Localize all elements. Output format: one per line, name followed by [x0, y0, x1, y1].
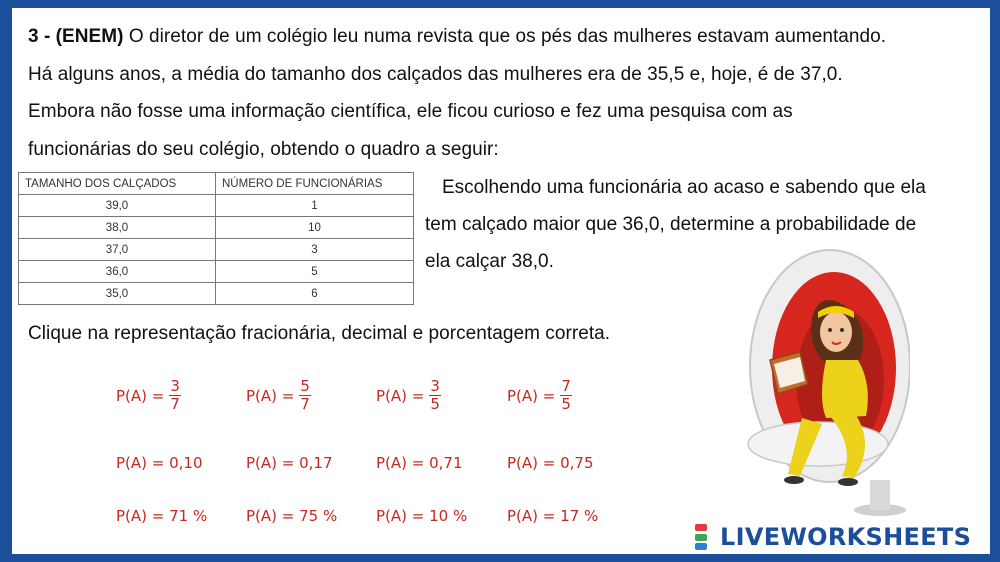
- table-header-shoe-size: TAMANHO DOS CALÇADOS: [19, 173, 216, 195]
- option-percent-10[interactable]: P(A) = 10 %: [376, 507, 468, 525]
- option-fraction-5-7[interactable]: [246, 378, 311, 413]
- question-number: 3 - (ENEM): [28, 26, 124, 47]
- option-fraction-7-5[interactable]: [507, 378, 572, 413]
- shoe-size-table: [18, 172, 414, 305]
- fraction: [560, 378, 572, 413]
- table-row: [19, 239, 414, 261]
- table-cell-count: 3: [216, 239, 414, 261]
- fraction: [169, 378, 181, 413]
- option-percent-75[interactable]: P(A) = 75 %: [246, 507, 338, 525]
- fraction-numerator: 5: [300, 377, 310, 395]
- fraction-numerator: 7: [561, 377, 571, 395]
- option-prefix: P(A) =: [507, 386, 556, 405]
- fraction-denominator: 7: [170, 395, 180, 413]
- table-cell-count: 6: [216, 283, 414, 305]
- question-side-line-2: tem calçado maior que 36,0, determine a probabilidade de: [425, 214, 917, 235]
- option-decimal-0-75[interactable]: P(A) = 0,75: [507, 454, 594, 472]
- liveworksheets-logo: [695, 523, 971, 551]
- option-decimal-0-71[interactable]: P(A) = 0,71: [376, 454, 463, 472]
- table-cell-size: 37,0: [19, 239, 216, 261]
- option-percent-17[interactable]: P(A) = 17 %: [507, 507, 599, 525]
- fraction-numerator: 3: [170, 377, 180, 395]
- question-line-3: Embora não fosse uma informação científica, ele ficou curioso e fez uma pesquisa com as: [28, 101, 793, 122]
- question-line-4: funcionárias do seu colégio, obtendo o quadro a seguir:: [28, 139, 499, 160]
- fraction: [429, 378, 441, 413]
- table-row: [19, 261, 414, 283]
- fraction-denominator: 5: [430, 395, 440, 413]
- option-prefix: P(A) =: [376, 386, 425, 405]
- question-side-line-1: Escolhendo uma funcionária ao acaso e sabendo que ela: [442, 177, 926, 198]
- reading-girl-in-egg-chair-illustration: [730, 248, 910, 518]
- option-prefix: P(A) =: [116, 386, 165, 405]
- table-header-employees: NÚMERO DE FUNCIONÁRIAS: [216, 173, 414, 195]
- question-line-2: Há alguns anos, a média do tamanho dos calçados das mulheres era de 35,5 e, hoje, é de 37,0.: [28, 64, 843, 85]
- table-row: [19, 195, 414, 217]
- table-cell-size: 35,0: [19, 283, 216, 305]
- worksheet: [12, 8, 990, 554]
- table-cell-count: 10: [216, 217, 414, 239]
- table-cell-count: 1: [216, 195, 414, 217]
- fraction: [299, 378, 311, 413]
- option-fraction-3-5[interactable]: [376, 378, 441, 413]
- table-cell-count: 5: [216, 261, 414, 283]
- table-cell-size: 39,0: [19, 195, 216, 217]
- option-percent-71[interactable]: P(A) = 71 %: [116, 507, 208, 525]
- table-header-row: [19, 173, 414, 195]
- table-cell-size: 36,0: [19, 261, 216, 283]
- question-line-1: 3 - (ENEM) O diretor de um colégio leu numa revista que os pés das mulheres estavam aumentando.: [28, 26, 887, 47]
- fraction-denominator: 5: [561, 395, 571, 413]
- option-decimal-0-10[interactable]: P(A) = 0,10: [116, 454, 203, 472]
- table-cell-size: 38,0: [19, 217, 216, 239]
- table-row: [19, 217, 414, 239]
- fraction-numerator: 3: [430, 377, 440, 395]
- instruction-text: Clique na representação fracionária, decimal e porcentagem correta.: [28, 323, 611, 344]
- option-prefix: P(A) =: [246, 386, 295, 405]
- option-fraction-3-7[interactable]: [116, 378, 181, 413]
- question-side-line-3: ela calçar 38,0.: [425, 251, 554, 272]
- brand-text: LIVEWORKSHEETS: [720, 523, 972, 551]
- option-decimal-0-17[interactable]: P(A) = 0,17: [246, 454, 333, 472]
- fraction-denominator: 7: [300, 395, 310, 413]
- table-row: [19, 283, 414, 305]
- liveworksheets-logo-icon: [695, 524, 717, 550]
